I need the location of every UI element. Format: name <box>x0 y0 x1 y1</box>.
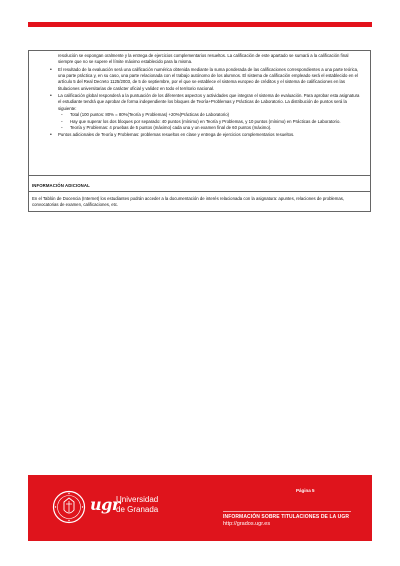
degrees-info-title: INFORMACIÓN SOBRE TITULACIONES DE LA UGR <box>223 514 350 520</box>
section-divider <box>29 175 370 176</box>
bullet-text: El resultado de la evaluación será una calificación numérica obtenida mediante la suma ponderada de las calificaciones correspondientes a una parte teórica, una parte práctica y, en su caso, una parte relacionada con el trabajo autónomo de los alumnos. El sistema de calificación empleado será el establecido en el artículo 5 del Real Decreto 1125/2003, de 5 de septiembre, por el que se establece el sistema europeo de créditos y el sistema de calificaciones en las titulaciones universitarias de carácter oficial y validez en todo el territorio nacional. <box>58 66 359 91</box>
additional-info-heading: INFORMACIÓN ADICIONAL <box>32 183 90 188</box>
evaluation-paragraph: resolución se expongan oralmente y la entrega de ejercicios complementarios resueltos. La calificación de este apartado se sumará a la calificación final siempre que no se supere el límite máximo establecido para la misma. <box>58 53 349 65</box>
bullet-item <box>58 93 363 131</box>
sub-item: - Hay que superar los dos bloques por separado: 40 puntos (mínimo) en Teoría y Problemas, y 10 puntos (mínimo) en Prácticas de Laboratorio. <box>70 119 360 125</box>
page-footer <box>28 475 372 541</box>
sub-item: - Teoría y Problemas: 4 pruebas de 5 puntos (máximo) cada una y un examen final de 60 puntos (máximo). <box>70 125 360 131</box>
page-number: Página 5 <box>296 488 315 493</box>
ugr-logo: ugr <box>90 495 120 514</box>
section-divider <box>29 191 370 192</box>
university-name-line2: de Granada <box>116 505 159 514</box>
additional-info-text: En el Tablón de Docencia (Internet) los estudiantes podrán acceder a la documentación de interés relacionada con la asignatura: apuntes, relaciones de problemas, convocatorias de examen, calificaciones, etc. <box>32 196 345 208</box>
evaluation-content <box>29 51 370 139</box>
sub-item: - Total (100 puntos: 80% = 80%(Teoría y Problemas) +20%(Prácticas de Laboratorio) <box>70 112 360 118</box>
footer-divider <box>223 511 351 512</box>
points-distribution-list <box>58 112 363 131</box>
bullet-item <box>58 132 363 138</box>
university-name <box>116 495 158 515</box>
header-accent-bar <box>28 22 372 27</box>
evaluation-bullet-list <box>29 67 370 139</box>
bullet-text: La calificación global responderá a la puntuación de los diferentes aspectos y actividades que integran el sistema de evaluación. Para aprobar esta asignatura el estudiante tendrá que aprobar de forma independiente los bloques de Teoría+Problemas y Prácticas de Laboratorio. La distribución de puntos será la siguiente: <box>58 93 360 111</box>
degrees-info-link[interactable]: http://grados.ugr.es <box>223 521 271 527</box>
evaluation-table <box>28 50 371 212</box>
university-name-line1: Universidad <box>116 495 159 504</box>
bullet-text: Puntos adicionales de Teoría y Problemas: problemas resueltos en clase y entrega de ejercicios complementarios resueltos. <box>58 132 295 138</box>
bullet-item <box>58 67 363 92</box>
university-seal-icon <box>52 490 86 524</box>
